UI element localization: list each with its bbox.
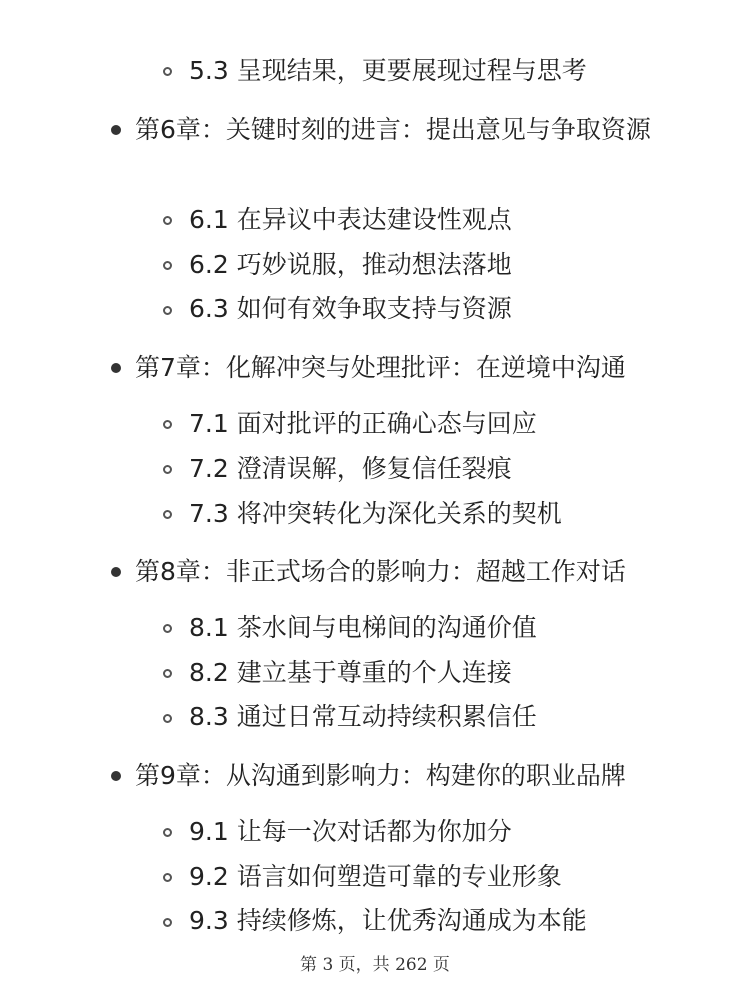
hollow-bullet-icon: [163, 828, 172, 837]
toc-section-9-1[interactable]: 9.1 让每一次对话都为你加分: [189, 817, 512, 846]
toc-chapter-6[interactable]: 第6章：关键时刻的进言：提出意见与争取资源: [135, 115, 651, 144]
toc-section-6-1[interactable]: 6.1 在异议中表达建设性观点: [189, 205, 512, 234]
toc-section-7-2[interactable]: 7.2 澄清误解，修复信任裂痕: [189, 454, 512, 483]
toc-section-8-2[interactable]: 8.2 建立基于尊重的个人连接: [189, 658, 512, 687]
toc-section-6-3[interactable]: 6.3 如何有效争取支持与资源: [189, 294, 512, 323]
toc-section-7-3[interactable]: 7.3 将冲突转化为深化关系的契机: [189, 499, 562, 528]
toc-section-8-1[interactable]: 8.1 茶水间与电梯间的沟通价值: [189, 613, 537, 642]
page-number-footer: 第 3 页，共 262 页: [300, 955, 450, 975]
filled-bullet-icon: [111, 125, 121, 135]
hollow-bullet-icon: [163, 510, 172, 519]
hollow-bullet-icon: [163, 216, 172, 225]
filled-bullet-icon: [111, 567, 121, 577]
hollow-bullet-icon: [163, 465, 172, 474]
hollow-bullet-icon: [163, 873, 172, 882]
hollow-bullet-icon: [163, 669, 172, 678]
filled-bullet-icon: [111, 771, 121, 781]
hollow-bullet-icon: [163, 420, 172, 429]
toc-section-9-3[interactable]: 9.3 持续修炼，让优秀沟通成为本能: [189, 906, 587, 935]
toc-section-5-3[interactable]: 5.3 呈现结果，更要展现过程与思考: [189, 56, 587, 85]
hollow-bullet-icon: [163, 67, 172, 76]
toc-section-9-2[interactable]: 9.2 语言如何塑造可靠的专业形象: [189, 862, 562, 891]
toc-section-8-3[interactable]: 8.3 通过日常互动持续积累信任: [189, 702, 537, 731]
toc-section-6-2[interactable]: 6.2 巧妙说服，推动想法落地: [189, 250, 512, 279]
toc-chapter-8[interactable]: 第8章：非正式场合的影响力：超越工作对话: [135, 557, 626, 586]
toc-chapter-7[interactable]: 第7章：化解冲突与处理批评：在逆境中沟通: [135, 353, 626, 382]
toc-chapter-9[interactable]: 第9章：从沟通到影响力：构建你的职业品牌: [135, 761, 626, 790]
hollow-bullet-icon: [163, 624, 172, 633]
filled-bullet-icon: [111, 363, 121, 373]
hollow-bullet-icon: [163, 261, 172, 270]
hollow-bullet-icon: [163, 306, 172, 315]
hollow-bullet-icon: [163, 714, 172, 723]
hollow-bullet-icon: [163, 918, 172, 927]
toc-section-7-1[interactable]: 7.1 面对批评的正确心态与回应: [189, 409, 537, 438]
